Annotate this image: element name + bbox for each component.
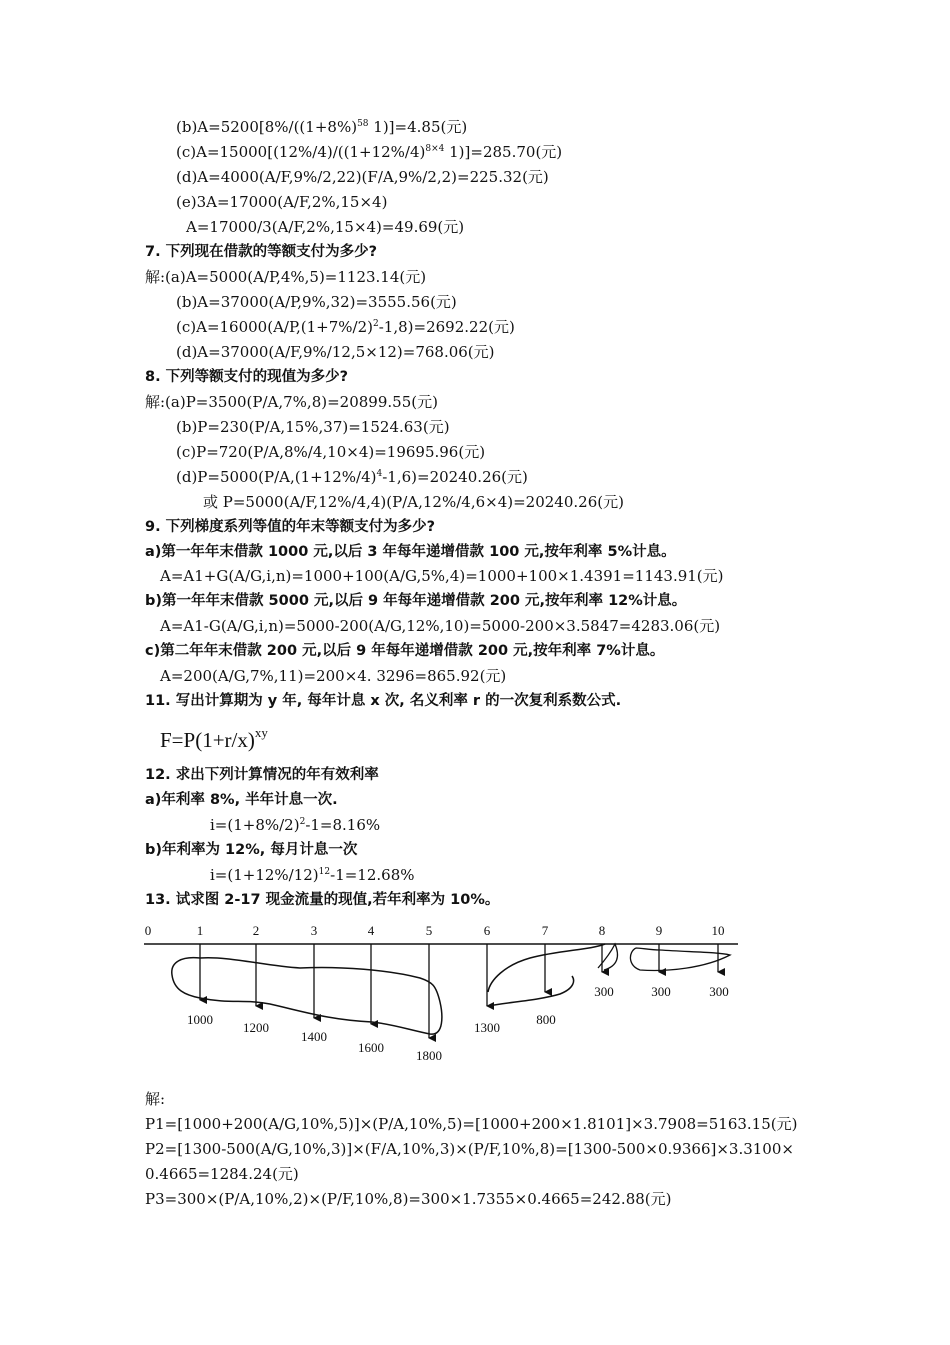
solution-9c: A=200(A/G,7%,11)=200×4. 3296=865.92(元) bbox=[160, 667, 507, 685]
period-tick-label: 4 bbox=[367, 923, 375, 938]
solution-9a: A=A1+G(A/G,i,n)=1000+100(A/G,5%,4)=1000+100×1.4391=1143.91(元) bbox=[160, 567, 724, 585]
brace-curve-9-10 bbox=[630, 948, 730, 970]
cash-flow-value-label: 1800 bbox=[416, 1048, 442, 1063]
brace-curve-6-7-top bbox=[488, 944, 605, 992]
solution-line-6e-result: A=17000/3(A/F,2%,15×4)=49.69(元) bbox=[186, 218, 465, 236]
solution-7a: 解:(a)A=5000(A/P,4%,5)=1123.14(元) bbox=[145, 268, 427, 286]
cash-flow-value-label: 1600 bbox=[358, 1040, 384, 1055]
solution-line-6d: (d)A=4000(A/F,9%/2,22)(F/A,9%/2,2)=225.32(元) bbox=[176, 168, 549, 186]
cash-flow-value-label: 300 bbox=[709, 984, 729, 999]
cash-flow-value-label: 300 bbox=[594, 984, 614, 999]
solution-13-p3: P3=300×(P/A,10%,2)×(P/F,10%,8)=300×1.7355×0.4665=242.88(元) bbox=[145, 1190, 672, 1208]
period-tick-label: 6 bbox=[483, 923, 491, 938]
cash-flow-value-label: 1000 bbox=[187, 1012, 213, 1027]
solution-12a: $i=(1+8\%/2)^2-1=8.16\%$ bbox=[210, 816, 381, 834]
solution-8c: (c)P=720(P/A,8%/4,10×4)=19695.96(元) bbox=[176, 443, 486, 461]
solution-13-p1: P1=[1000+200(A/G,10%,5)]×(P/A,10%,5)=[1000+200×1.8101]×3.7908=5163.15(元) bbox=[145, 1115, 798, 1133]
period-tick-label: 7 bbox=[541, 923, 549, 938]
question-13: 13. 试求图 2-17 现金流量的现值,若年利率为 10%。 bbox=[145, 892, 500, 908]
question-12: 12. 求出下列计算情况的年有效利率 bbox=[145, 767, 379, 783]
solution-8d: $(d)P=5000(P/A,(1+12\%/4)^4-1,6)=20240.26$(元) bbox=[176, 468, 528, 486]
question-9c: c)第二年年末借款 200 元,以后 9 年每年递增借款 200 元,按年利率 7%计息。 bbox=[145, 643, 665, 659]
cash-flow-value-label: 1300 bbox=[474, 1020, 500, 1035]
period-tick-label: 10 bbox=[711, 923, 725, 938]
question-9a: a)第一年年末借款 1000 元,以后 3 年每年递增借款 100 元,按年利率 5%计息。 bbox=[145, 544, 676, 560]
formula-11: $F=P(1+r/x)^{xy}$ bbox=[160, 725, 268, 752]
period-tick-label: 1 bbox=[196, 923, 204, 938]
period-tick-label: 8 bbox=[598, 923, 606, 938]
brace-curve-6-7-bottom bbox=[488, 976, 574, 1006]
question-12b: b)年利率为 12%, 每月计息一次 bbox=[145, 842, 358, 858]
solution-line-6e: (e)3A=17000(A/F,2%,15×4) bbox=[176, 193, 388, 211]
question-9: 9. 下列梯度系列等值的年末等额支付为多少? bbox=[145, 519, 436, 535]
question-9b: b)第一年年末借款 5000 元,以后 9 年每年递增借款 200 元,按年利率 12%计息。 bbox=[145, 593, 687, 609]
solution-line-6c: $(c)A=15000[(12\%/4)/((1+12\%/4)^{8\times 4}$ 1)]=285.70(元) bbox=[176, 143, 563, 161]
solution-7b: (b)A=37000(A/P,9%,32)=3555.56(元) bbox=[176, 293, 457, 311]
brace-curve-8 bbox=[598, 944, 617, 970]
solution-8d-alt: 或 P=5000(A/F,12%/4,4)(P/A,12%/4,6×4)=20240.26(元) bbox=[203, 493, 624, 511]
period-tick-label: 5 bbox=[425, 923, 433, 938]
solution-8b: (b)P=230(P/A,15%,37)=1524.63(元) bbox=[176, 418, 450, 436]
solution-7d: (d)A=37000(A/F,9%/12,5×12)=768.06(元) bbox=[176, 343, 495, 361]
period-tick-label: 9 bbox=[655, 923, 663, 938]
question-12a: a)年利率 8%, 半年计息一次. bbox=[145, 792, 338, 808]
solution-12b: $i=(1+12\%/12)^{12}-1=12.68\%$ bbox=[210, 866, 415, 884]
question-7: 7. 下列现在借款的等额支付为多少? bbox=[145, 244, 378, 260]
period-tick-label: 2 bbox=[252, 923, 260, 938]
cash-flow-value-label: 300 bbox=[651, 984, 671, 999]
question-8: 8. 下列等额支付的现值为多少? bbox=[145, 369, 349, 385]
period-tick-label: 0 bbox=[144, 923, 152, 938]
solution-7c: $(c)A=16000(A/P,(1+7\%/2)^2-1,8)=2692.22$(元) bbox=[176, 318, 515, 336]
solution-9b: A=A1-G(A/G,i,n)=5000-200(A/G,12%,10)=5000-200×3.5847=4283.06(元) bbox=[160, 617, 721, 635]
question-11: 11. 写出计算期为 y 年, 每年计息 x 次, 名义利率 r 的一次复利系数公式. bbox=[145, 693, 622, 709]
period-tick-label: 3 bbox=[310, 923, 318, 938]
cash-flow-value-label: 1200 bbox=[243, 1020, 269, 1035]
solution-13-label: 解: bbox=[145, 1090, 166, 1108]
solution-line-6b: $(b)A=5200[8\%/((1+8\%)^{58}$ 1)]=4.85(元) bbox=[176, 118, 468, 136]
solution-8a: 解:(a)P=3500(P/A,7%,8)=20899.55(元) bbox=[145, 393, 438, 411]
solution-13-p2-cont: 0.4665=1284.24(元) bbox=[145, 1165, 299, 1183]
solution-13-p2: P2=[1300-500(A/G,10%,3)]×(F/A,10%,3)×(P/F,10%,8)=[1300-500×0.9366]×3.3100× bbox=[145, 1140, 794, 1158]
cash-flow-value-label: 800 bbox=[536, 1012, 556, 1027]
cash-flow-value-label: 1400 bbox=[301, 1029, 327, 1044]
